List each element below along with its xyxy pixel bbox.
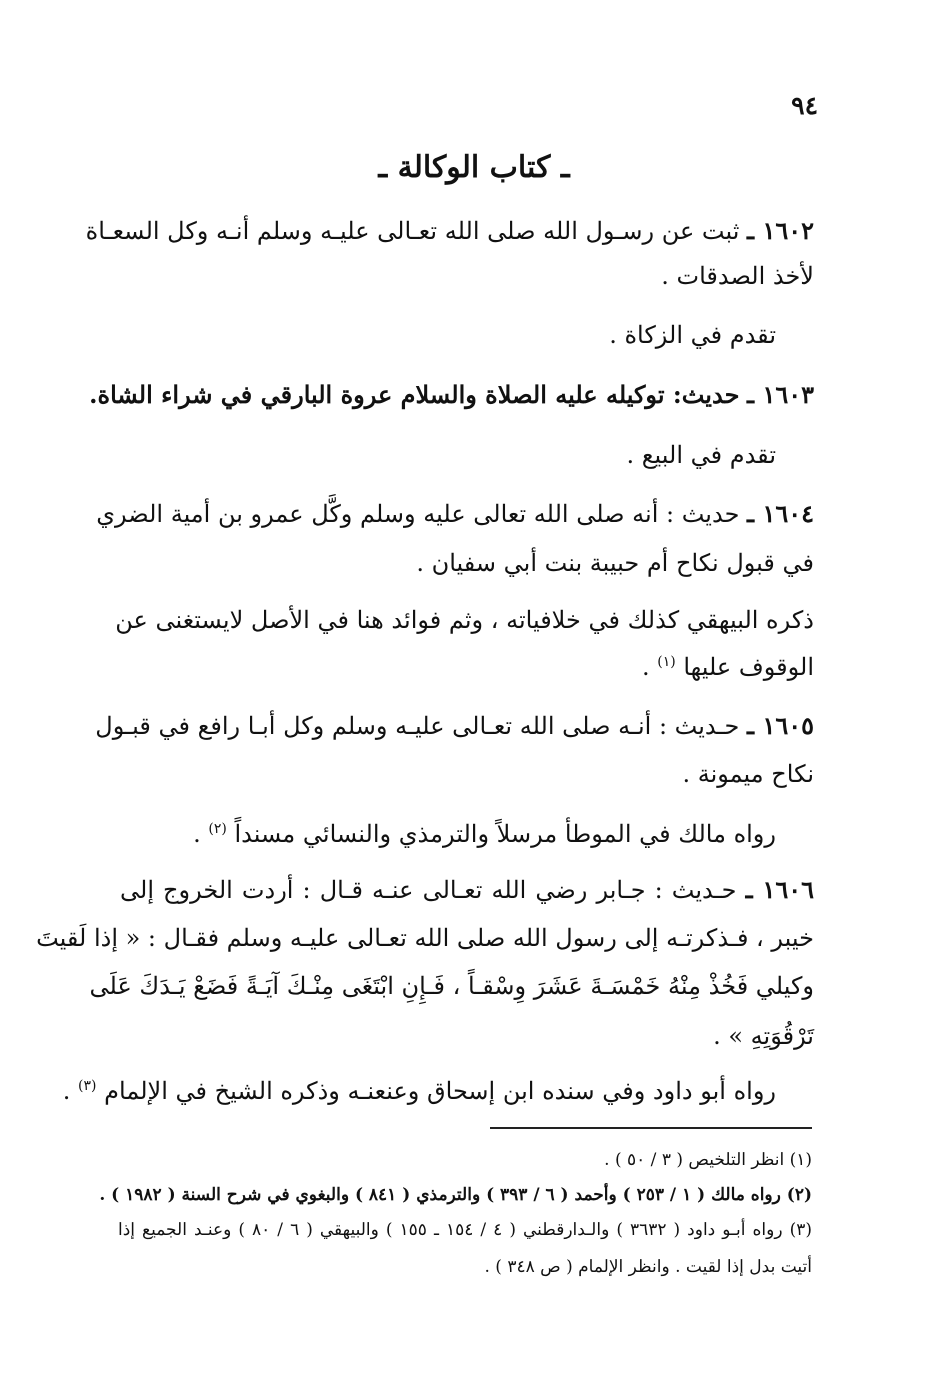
footnote-divider — [490, 1127, 812, 1129]
hadith-1604-line-1 — [96, 491, 814, 537]
note-end: . — [641, 653, 658, 681]
note-text: الوقوف عليها — [683, 653, 814, 681]
hadith-text: حديث: توكيله عليه الصلاة والسلام عروة البارقي في شراء الشاة. — [89, 380, 740, 409]
hadith-1606-line-1 — [120, 867, 814, 913]
hadith-1606-note — [62, 1068, 776, 1114]
hadith-number: ١٦٠٣ ـ — [747, 380, 814, 409]
hadith-1606-line-4: تَرْقُوَتِهِ » . — [713, 1022, 814, 1050]
hadith-1605-line-1 — [95, 703, 814, 749]
hadith-text: حـديث : أنـه صلى الله تعـالى عليـه وسلم وكل أبـا رافع في قبـول — [95, 712, 740, 740]
chapter-title: ـ كتاب الوكالة ـ — [378, 150, 570, 185]
hadith-1604-line-2: في قبول نكاح أم حبيبة بنت أبي سفيان . — [416, 549, 814, 577]
hadith-number: ١٦٠٦ ـ — [745, 875, 814, 904]
hadith-1602-line-2: لأخذ الصدقات . — [661, 262, 814, 290]
note-end: . — [193, 820, 209, 848]
hadith-1603-line-1 — [89, 372, 814, 418]
note-text: رواه أبو داود وفي سنده ابن إسحاق وعنعنـه وذكره الشيخ في الإلمام — [104, 1077, 776, 1105]
hadith-1604-note-line-2 — [120, 644, 814, 690]
note-end: . — [62, 1077, 79, 1105]
hadith-1606-line-3: وكيلي فَخُذْ مِنْهُ خَمْسَـةَ عَشَرَ وِسْقـاً ، فَـإِنِ ابْتَغَى مِنْـكَ آيَـةً فَضَعْ يَـدَكَ عَلَى — [89, 972, 814, 1000]
hadith-text: حديث : أنه صلى الله تعالى عليه وسلم وكَّل عمرو بن أمية الضري — [96, 500, 740, 528]
footnote-3-line-2: أتيت بدل إذا لقيت . وانظر الإلمام ( ص ٣٤٨ ) . — [484, 1257, 812, 1277]
hadith-1602-line-1 — [85, 208, 814, 254]
hadith-number: ١٦٠٤ ـ — [747, 499, 814, 528]
footnote-ref-2[interactable]: (٢) — [208, 821, 227, 837]
footnote-1: (١) انظر التلخيص ( ٣ / ٥٠ ) . — [604, 1150, 812, 1170]
hadith-1605-note — [120, 811, 776, 857]
hadith-1606-line-2: خيبر ، فـذكرتـه إلى رسول الله صلى الله تعـالى عليـه وسلم فقـال : « إذا لَقيتَ — [36, 924, 814, 952]
hadith-1603-note: تقدم في البيع . — [626, 441, 776, 469]
hadith-number: ١٦٠٢ ـ — [747, 216, 814, 245]
hadith-1605-line-2: نكاح ميمونة . — [682, 760, 814, 788]
note-text: رواه مالك في الموطأ مرسلاً والترمذي والنسائي مسنداً — [234, 820, 776, 848]
page-number: ٩٤ — [791, 91, 818, 120]
hadith-text: حـديث : جـابر رضي الله تعـالى عنـه قـال : أردت الخروج إلى — [120, 876, 737, 904]
footnote-ref-1[interactable]: (١) — [657, 654, 676, 670]
hadith-text: ثبت عن رسـول الله صلى الله تعـالى عليـه وسلم أنـه وكل السعـاة — [85, 217, 740, 245]
footnote-2: (٢) رواه مالك ( ١ / ٢٥٣ ) وأحمد ( ٦ / ٣٩٣ ) والترمذي ( ٨٤١ ) والبغوي في شرح السنة ( ١٩٨٢ ) . — [99, 1185, 812, 1205]
hadith-1604-note-line-1: ذكره البيهقي كذلك في خلافياته ، وثم فوائد هنا في الأصل لايستغنى عن — [115, 606, 814, 634]
footnote-ref-3[interactable]: (٣) — [78, 1078, 97, 1094]
hadith-1602-note: تقدم في الزكاة . — [609, 321, 776, 349]
hadith-number: ١٦٠٥ ـ — [747, 711, 814, 740]
footnote-3-line-1: (٣) رواه أبـو داود ( ٣٦٣٢ ) والـدارقطني ( ٤ / ١٥٤ ـ ١٥٥ ) والبيهقي ( ٦ / ٨٠ ) وعنـد الجميع إذا — [118, 1220, 812, 1240]
